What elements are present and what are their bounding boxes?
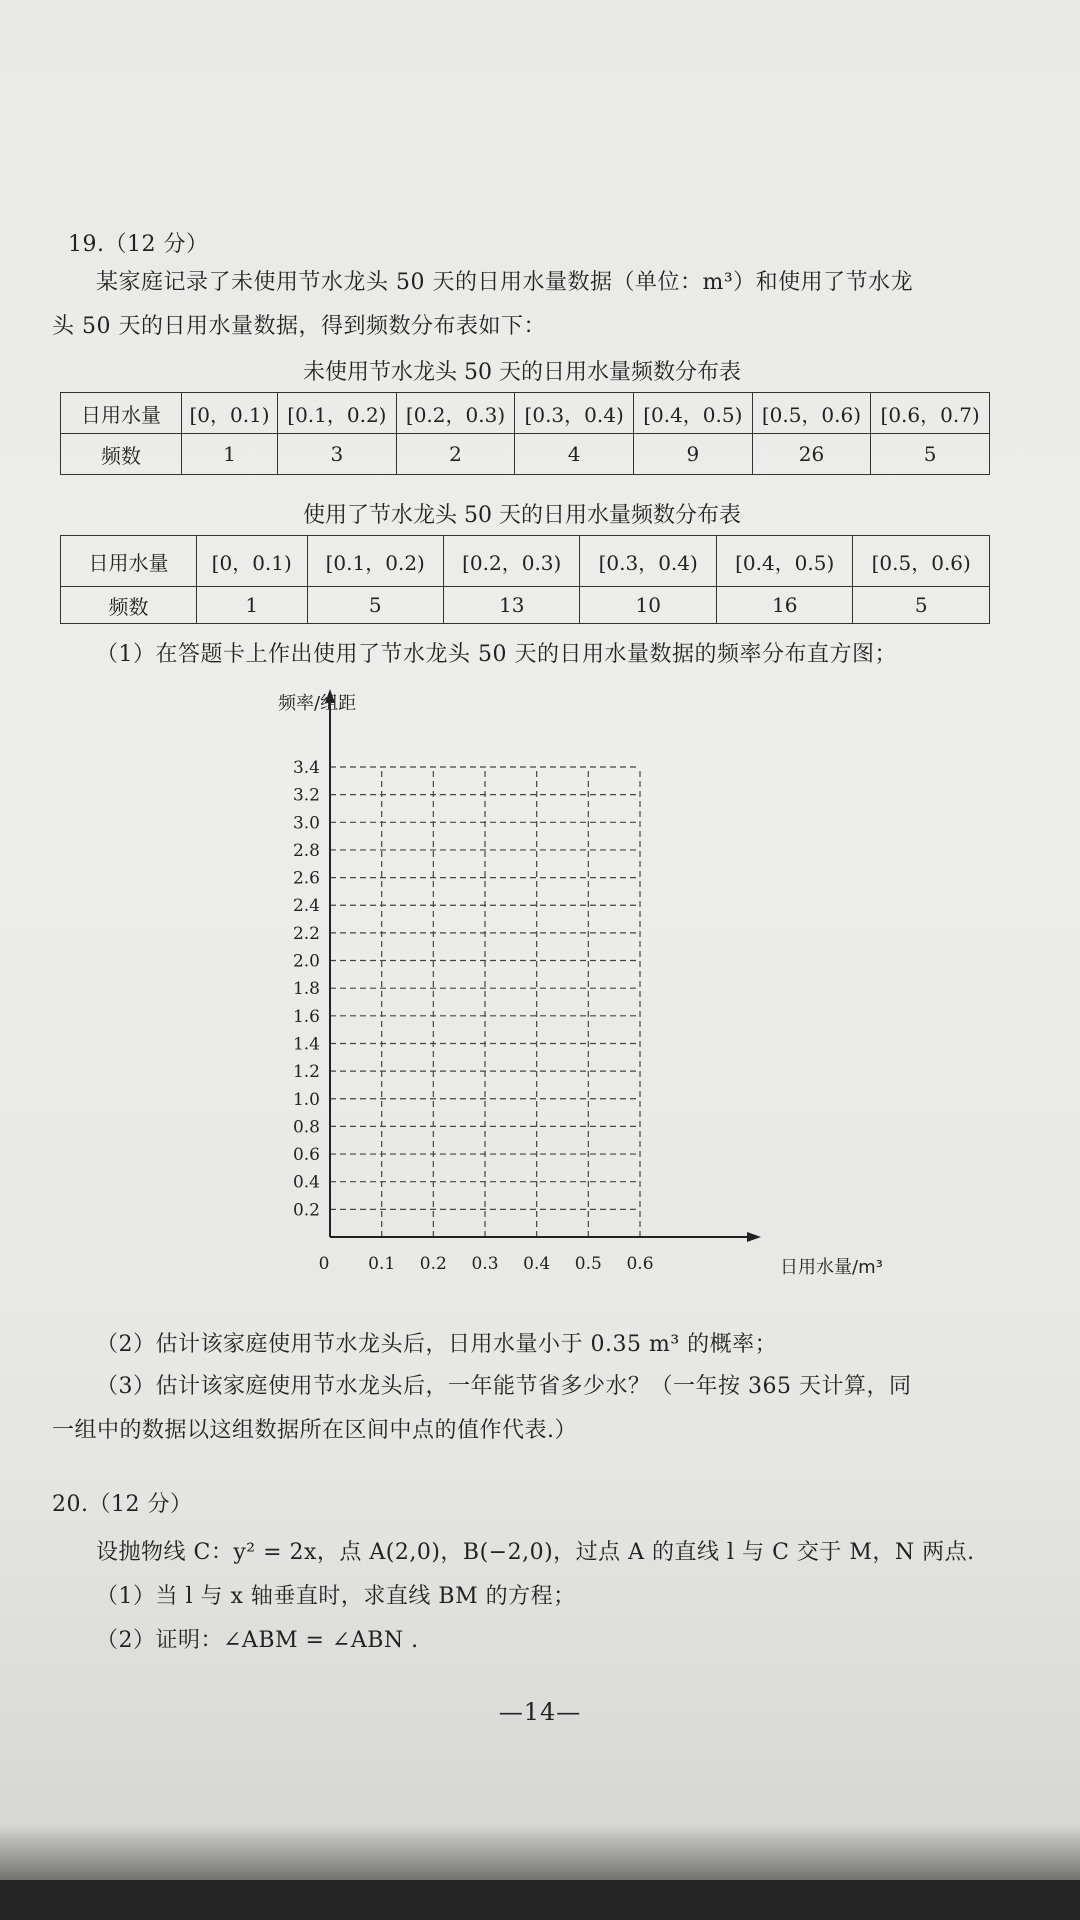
table1-interval-cell: [0，0.1) — [182, 393, 278, 434]
x-tick-label: 0.3 — [471, 1254, 499, 1274]
table1-interval-cell: [0.1，0.2) — [278, 393, 397, 434]
chart-x-axis-title: 日用水量/m³ — [780, 1257, 883, 1275]
table2-interval-cell: [0.4，0.5) — [716, 536, 852, 587]
table1-count-cell: 9 — [633, 434, 752, 475]
table1-count-cell: 3 — [278, 434, 397, 475]
table2-interval-cell: [0.2，0.3) — [443, 536, 579, 587]
table2-count-cell: 5 — [307, 587, 443, 624]
chart-origin-label: 0 — [318, 1254, 330, 1274]
chart-y-axis-title: 频率/组距 — [278, 693, 357, 714]
y-tick-label: 1.2 — [292, 1062, 320, 1083]
q19-part2: （2）估计该家庭使用节水龙头后，日用水量小于 0.35 m³ 的概率； — [96, 1332, 778, 1357]
table2-interval-cell: [0.3，0.4) — [580, 536, 716, 587]
table1-count-cell: 2 — [396, 434, 515, 475]
table1-interval-cell: [0.2，0.3) — [396, 393, 515, 434]
table2-interval-cell: [0，0.1) — [197, 536, 308, 587]
y-tick-label: 2.4 — [292, 896, 320, 917]
table2-count-cell: 1 — [197, 587, 308, 624]
histogram-grid-chart — [250, 685, 930, 1279]
table1-interval-cell: [0.5，0.6) — [752, 393, 871, 434]
table2-row-intervals — [61, 536, 990, 587]
x-tick-label: 0.4 — [523, 1254, 551, 1274]
table2-header-cell: 日用水量 — [61, 536, 197, 587]
bottom-dark-edge — [0, 1880, 1080, 1920]
q19-part3-line1: （3）估计该家庭使用节水龙头后，一年能节省多少水？（一年按 365 天计算，同 — [96, 1374, 912, 1399]
table1-count-cell: 1 — [182, 434, 278, 475]
table1-interval-cell: [0.4，0.5) — [633, 393, 752, 434]
y-tick-label: 0.2 — [292, 1200, 320, 1221]
q20-line1: 设抛物线 C：y² = 2x，点 A(2,0)，B(−2,0)，过点 A 的直线 l 与 C 交于 M，N 两点. — [96, 1540, 975, 1565]
table2 — [60, 535, 990, 624]
y-tick-label: 2.0 — [292, 951, 320, 972]
table2-header-cell: 频数 — [61, 587, 197, 624]
q20-part2: （2）证明：∠ABM = ∠ABN . — [96, 1628, 419, 1653]
y-tick-label: 0.4 — [292, 1172, 320, 1193]
y-tick-label: 1.0 — [292, 1089, 320, 1110]
table1-row-intervals — [61, 393, 990, 434]
page-number: —14— — [498, 1698, 582, 1726]
y-tick-label: 0.8 — [292, 1117, 320, 1138]
table2-row-counts — [61, 587, 990, 624]
q19-part1: （1）在答题卡上作出使用了节水龙头 50 天的日用水量数据的频率分布直方图； — [96, 642, 897, 667]
y-tick-label: 3.0 — [292, 813, 320, 834]
table2-title: 使用了节水龙头 50 天的日用水量频数分布表 — [303, 503, 741, 528]
table2-interval-cell: [0.1，0.2) — [307, 536, 443, 587]
table1-header-cell: 频数 — [61, 434, 182, 475]
table2-count-cell: 16 — [716, 587, 852, 624]
table1-header-cell: 日用水量 — [61, 393, 182, 434]
table1-count-cell: 4 — [515, 434, 634, 475]
x-tick-label: 0.2 — [419, 1254, 447, 1274]
table2-interval-cell: [0.5，0.6) — [853, 536, 990, 587]
x-axis-arrow — [747, 1232, 761, 1242]
chart-grid — [330, 767, 640, 1237]
q19-part3-line2: 一组中的数据以这组数据所在区间中点的值作代表.） — [52, 1418, 577, 1443]
x-tick-label: 0.6 — [626, 1254, 654, 1274]
table1 — [60, 392, 990, 475]
y-tick-label: 1.6 — [292, 1006, 320, 1027]
chart-svg — [250, 685, 930, 1275]
table1-title: 未使用节水龙头 50 天的日用水量频数分布表 — [303, 360, 741, 385]
q19-intro-line2: 头 50 天的日用水量数据，得到频数分布表如下： — [52, 314, 546, 339]
y-tick-label: 1.4 — [292, 1034, 320, 1055]
q19-intro-line1: 某家庭记录了未使用节水龙头 50 天的日用水量数据（单位：m³）和使用了节水龙 — [96, 270, 914, 295]
table2-count-cell: 5 — [853, 587, 990, 624]
x-tick-label: 0.5 — [574, 1254, 602, 1274]
y-tick-label: 2.8 — [292, 840, 320, 861]
y-tick-label: 2.6 — [292, 868, 320, 889]
y-tick-label: 3.4 — [292, 758, 320, 778]
table1-count-cell: 26 — [752, 434, 871, 475]
table1-row-counts — [61, 434, 990, 475]
y-tick-label: 0.6 — [292, 1145, 320, 1166]
y-tick-label: 3.2 — [292, 785, 320, 806]
table1-interval-cell: [0.6，0.7) — [871, 393, 990, 434]
q20-part1: （1）当 l 与 x 轴垂直时，求直线 BM 的方程； — [96, 1584, 576, 1609]
q20-number: 20.（12 分） — [52, 1492, 193, 1517]
table1-interval-cell: [0.3，0.4) — [515, 393, 634, 434]
table2-count-cell: 10 — [580, 587, 716, 624]
table1-count-cell: 5 — [871, 434, 990, 475]
y-tick-label: 2.2 — [292, 923, 320, 944]
x-tick-label: 0.1 — [368, 1254, 396, 1274]
table2-count-cell: 13 — [443, 587, 579, 624]
y-tick-label: 1.8 — [292, 979, 320, 1000]
chart-axes — [325, 689, 761, 1242]
q19-number: 19.（12 分） — [68, 232, 209, 257]
